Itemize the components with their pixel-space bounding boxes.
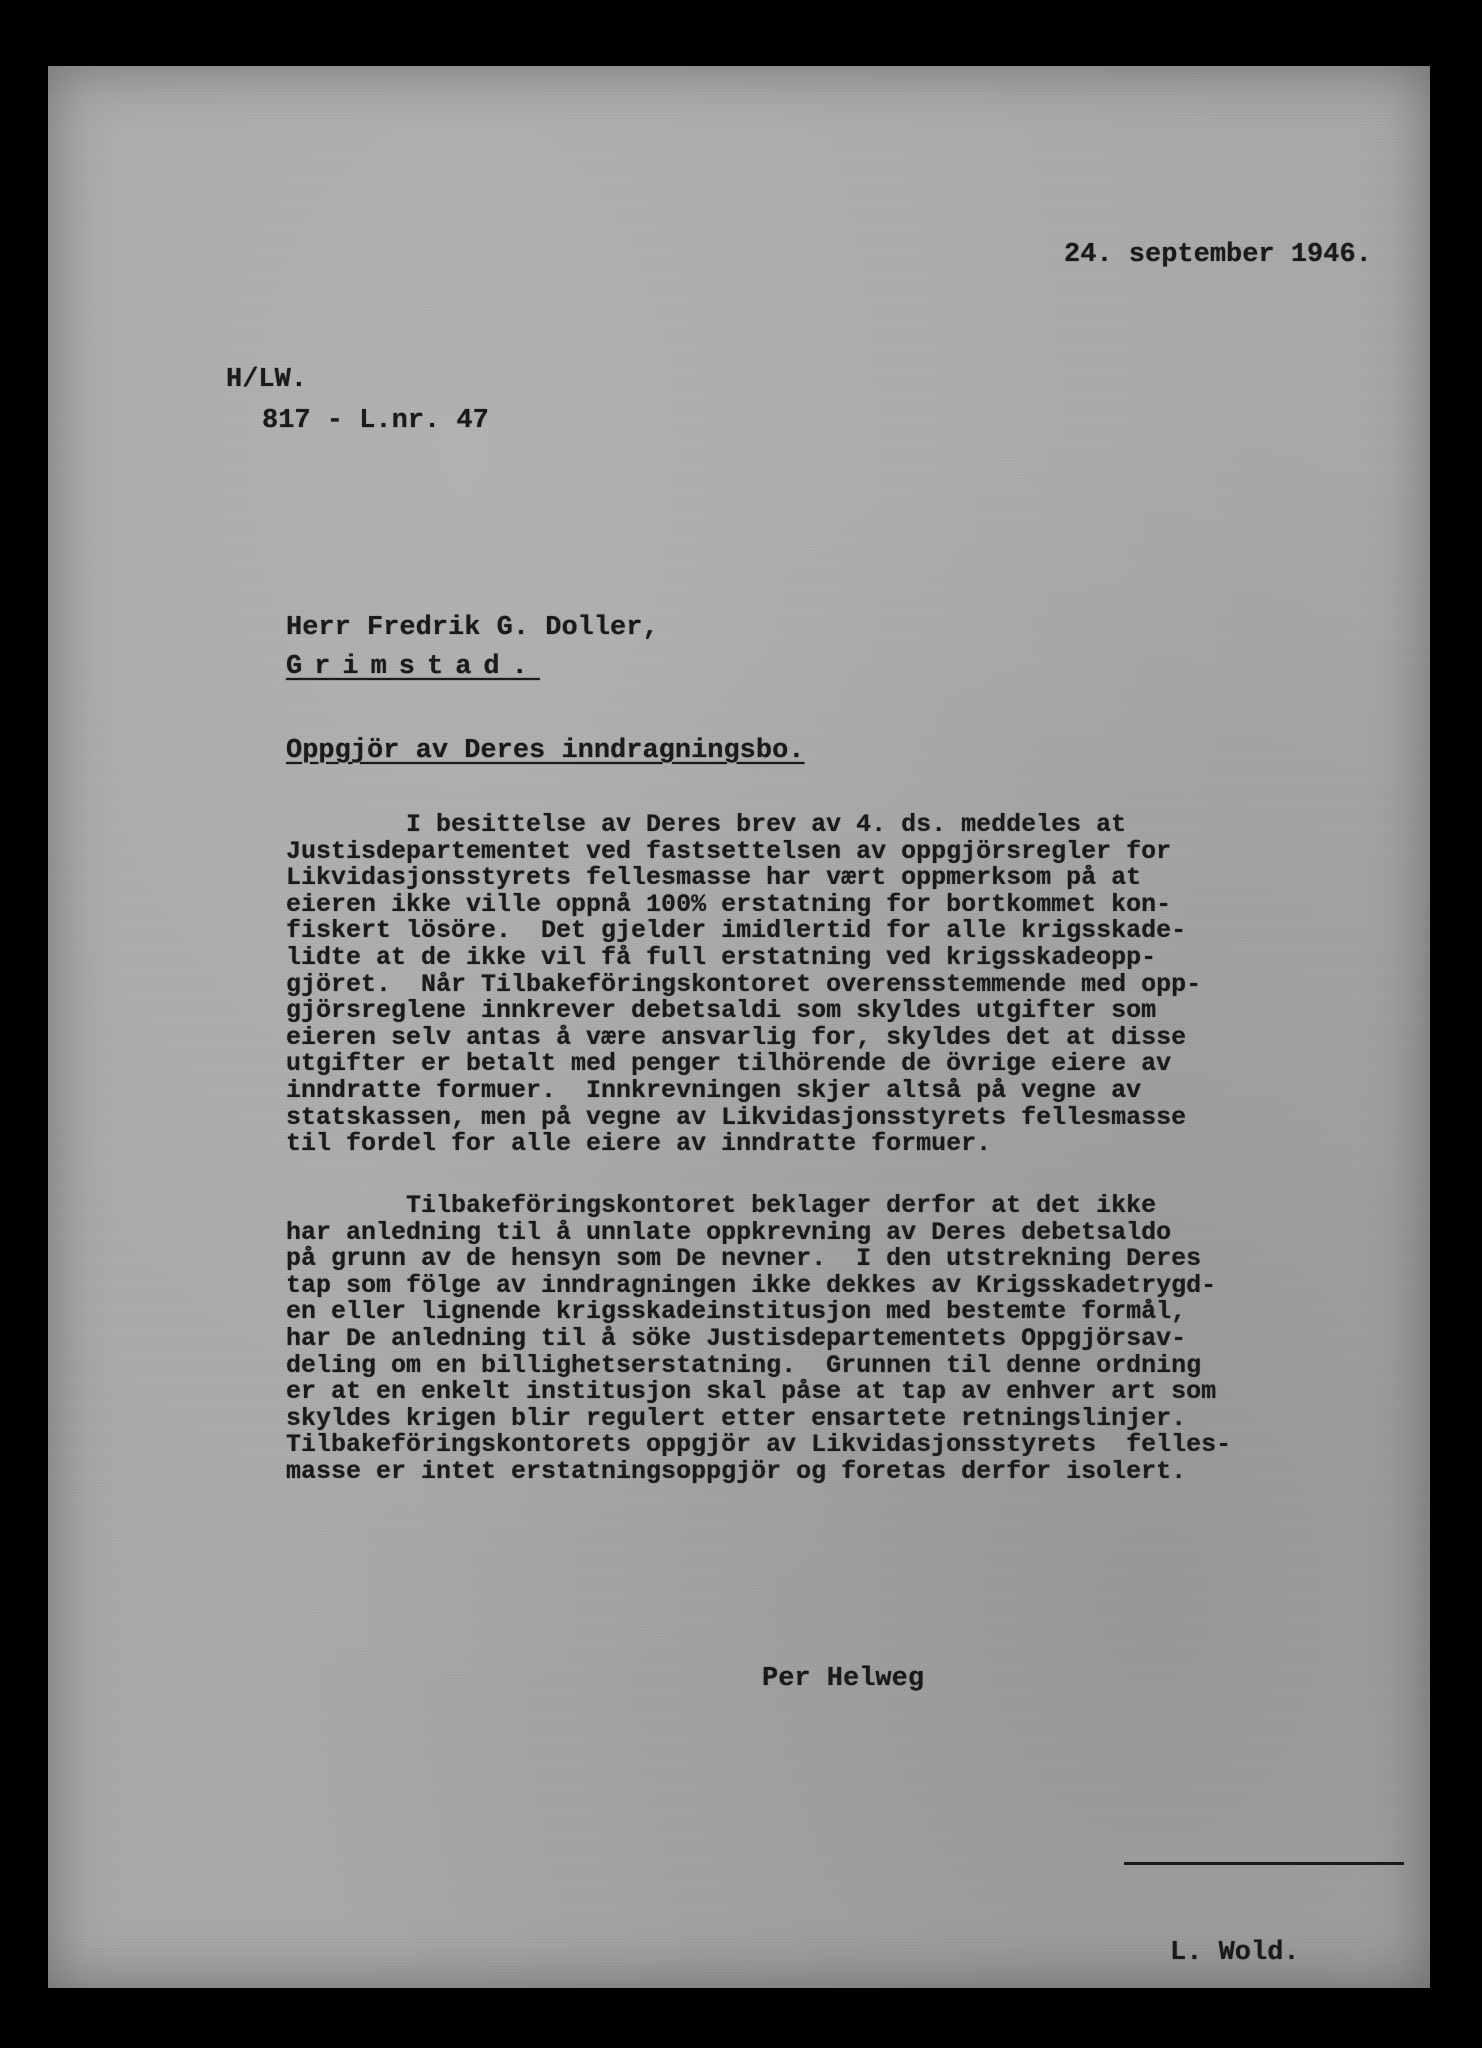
signature-line: [1124, 1862, 1404, 1865]
recipient-place: Grimstad.: [286, 652, 540, 682]
reference-initials: H/LW.: [226, 365, 308, 395]
letter-date: 24. september 1946.: [1064, 240, 1372, 270]
letter-subject: Oppgjör av Deres inndragningsbo.: [286, 736, 805, 766]
body-paragraph-2: Tilbakeföringskontoret beklager derfor at det ikke har anledning til å unnlate oppkrevning av Deres debetsaldo på grunn av de hensyn som De nevner. I den utstrekning Deres tap som fölge av inndragningen ikke dekkes av Krigsskadetrygd- en eller lignende krigsskadeinstitusjon med bestemte formål, har De anledning til å söke Justisdepartementets Oppgjörsav- deling om en billighetserstatning. Grunnen til denne ordning er at en enkelt institusjon skal påse at tap av enhver art som skyldes krigen blir regulert etter ensartete retningslinjer. Tilbakeföringskontorets oppgjör av Likvidasjonsstyrets felles- masse er intet erstatningsoppgjör og foretas derfor isolert.: [286, 1191, 1232, 1486]
body-paragraph-1: I besittelse av Deres brev av 4. ds. meddeles at Justisdepartementet ved fastsettelsen av oppgjörsregler for Likvidasjonsstyrets fellesmasse har vært oppmerksom på at eieren ikke ville oppnå 100% erstatning for bortkommet kon- fiskert lösöre. Det gjelder imidlertid for alle krigsskade- lidte at de ikke vil få full erstatning ved krigsskadeopp- gjöret. Når Tilbakeföringskontoret overensstemmende med opp- gjörsreglene innkrever debetsaldi som skyldes utgifter som eieren selv antas å være ansvarlig for, skyldes det at disse utgifter er betalt med penger tilhörende de övrige eiere av inndratte formuer. Innkrevningen skjer altså på vegne av statskassen, men på vegne av Likvidasjonsstyrets fellesmasse til fordel for alle eiere av inndratte formuer.: [286, 810, 1202, 1159]
recipient-name: Herr Fredrik G. Doller,: [286, 613, 659, 643]
signature-name: Per Helweg: [762, 1664, 925, 1694]
reference-number: 817 - L.nr. 47: [262, 406, 489, 436]
closing-initials: L. Wold.: [1170, 1938, 1300, 1968]
